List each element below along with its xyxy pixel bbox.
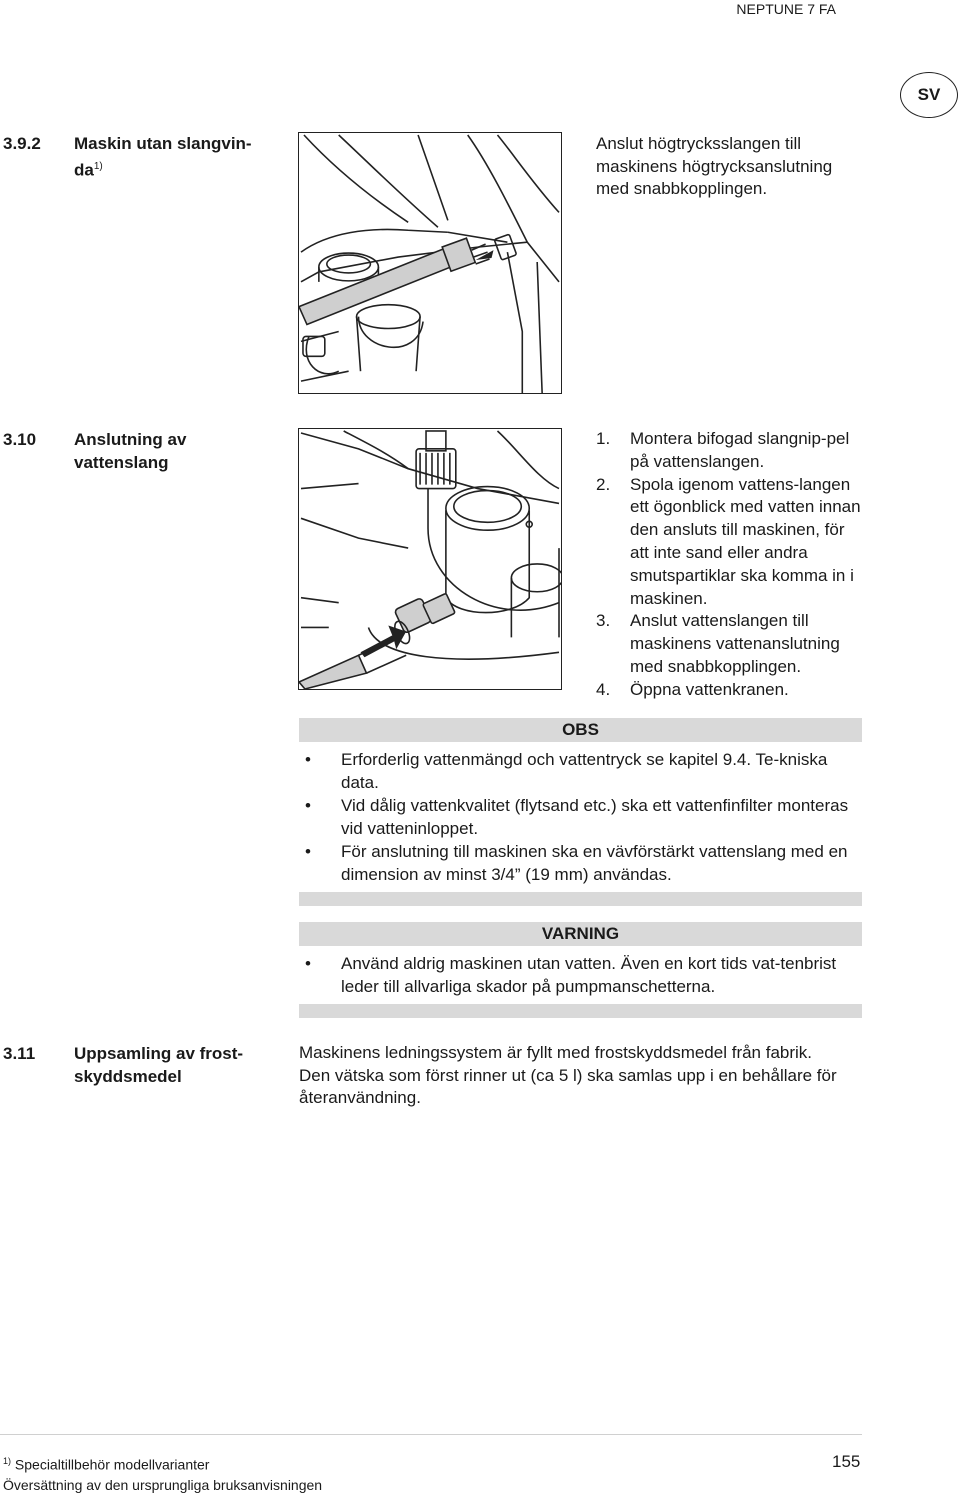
obs-item-text: Erforderlig vattenmängd och vattentryck se kapitel 9.4. Te-kniska data. bbox=[341, 750, 828, 792]
bullet-icon: • bbox=[305, 796, 311, 815]
warning-list bbox=[299, 946, 862, 1004]
water-hose-illustration bbox=[299, 429, 561, 689]
section-body-text: Anslut högtrycksslangen till maskinens högtrycksanslutning med snabbkopplingen. bbox=[596, 134, 833, 198]
list-item bbox=[596, 474, 862, 611]
section-title: Anslutning av vattenslang bbox=[74, 430, 187, 472]
footnote-mark: 1) bbox=[3, 1456, 12, 1466]
figure-water-hose-connection bbox=[298, 428, 562, 690]
section-body-text: Maskinens ledningssystem är fyllt med frostskyddsmedel från fabrik. Den vätska som först rinner ut (ca 5 l) ska samlas upp i en behållare för återanvändning. bbox=[299, 1043, 837, 1107]
page-number: 155 bbox=[832, 1452, 861, 1471]
connection-steps-list bbox=[596, 428, 862, 702]
section-title bbox=[74, 132, 274, 182]
bullet-icon: • bbox=[305, 954, 311, 973]
list-item bbox=[299, 840, 862, 886]
obs-footer-bar bbox=[299, 892, 862, 906]
step-text: Öppna vattenkranen. bbox=[630, 679, 789, 699]
language-badge: SV bbox=[900, 72, 958, 118]
step-text: Anslut vattenslangen till maskinens vattenanslutning med snabbkopplingen. bbox=[630, 611, 840, 676]
warning-item-text: Använd aldrig maskinen utan vatten. Även en kort tids vat-tenbrist leder till allvarliga skador på pumpmanschetterna. bbox=[341, 954, 837, 996]
step-number: 2. bbox=[596, 474, 611, 494]
list-item bbox=[299, 952, 862, 998]
list-item bbox=[299, 748, 862, 794]
footnote-text: Specialtillbehör modellvarianter bbox=[14, 1456, 210, 1473]
list-item bbox=[596, 610, 862, 678]
footnote-reference: 1) bbox=[93, 161, 103, 172]
bullet-icon: • bbox=[305, 842, 311, 861]
obs-item-text: För anslutning till maskinen ska en vävförstärkt vattenslang med en dimension av minst 3/4” (19 mm) användas. bbox=[341, 842, 848, 884]
high-pressure-hose-illustration bbox=[299, 133, 561, 393]
section-number: 3.11 bbox=[3, 1044, 36, 1063]
step-text: Spola igenom vattens-langen ett ögonblick med vatten innan den ansluts till maskinen, för att inte sand eller andra smutspartiklar ska komma in i maskinen. bbox=[630, 474, 861, 608]
warning-heading: VARNING bbox=[299, 922, 862, 946]
step-number: 4. bbox=[596, 679, 611, 699]
footnote bbox=[3, 1452, 209, 1475]
step-number: 1. bbox=[596, 429, 611, 448]
obs-item-text: Vid dålig vattenkvalitet (flytsand etc.) ska ett vattenfinfilter monteras vid vatteninloppet. bbox=[341, 796, 849, 838]
obs-heading: OBS bbox=[299, 718, 862, 742]
section-number: 3.10 bbox=[3, 430, 37, 449]
list-item bbox=[596, 428, 862, 474]
translation-note: Översättning av den ursprungliga bruksanvisningen bbox=[3, 1477, 323, 1493]
figure-high-pressure-hose-connection bbox=[298, 132, 562, 394]
footer-divider bbox=[0, 1434, 862, 1435]
warning-footer-bar bbox=[299, 1004, 862, 1018]
section-title-text: Maskin utan slangvin-da bbox=[74, 134, 252, 180]
obs-note-box bbox=[299, 718, 862, 906]
obs-list bbox=[299, 742, 862, 892]
section-title: Uppsamling av frost-skyddsmedel bbox=[74, 1044, 244, 1086]
document-header: NEPTUNE 7 FA bbox=[736, 1, 836, 17]
section-number: 3.9.2 bbox=[3, 134, 41, 153]
list-item bbox=[596, 679, 862, 702]
step-number: 3. bbox=[596, 611, 611, 631]
warning-note-box bbox=[299, 922, 862, 1018]
list-item bbox=[299, 794, 862, 840]
bullet-icon: • bbox=[305, 750, 311, 769]
step-text: Montera bifogad slangnip-pel på vattenslangen. bbox=[630, 429, 850, 471]
